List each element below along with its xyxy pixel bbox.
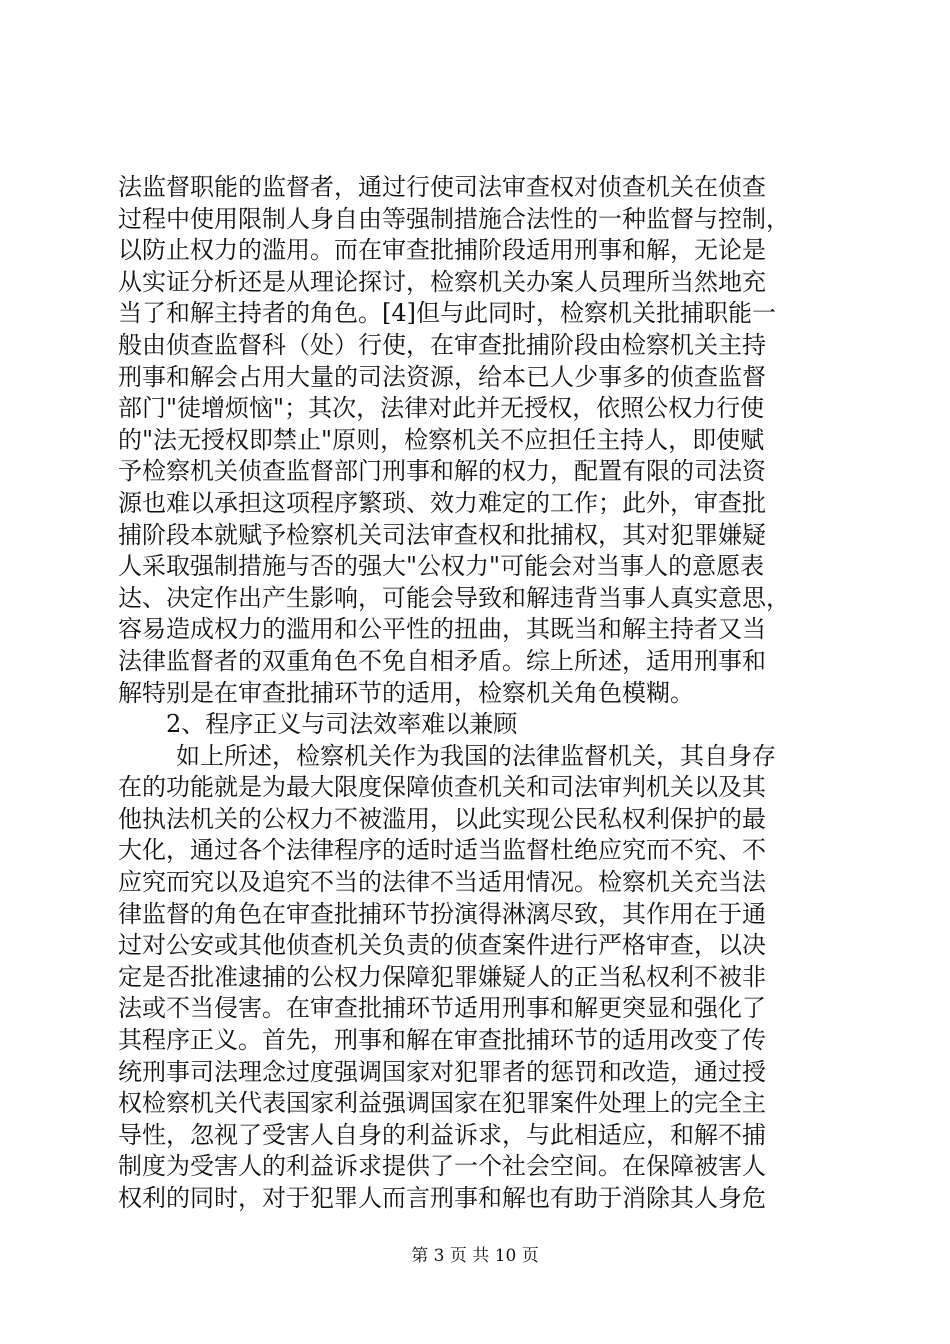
text-line: 律监督的角色在审查批捕环节扮演得淋漓尽致，其作用在于通 [118, 899, 766, 928]
text-line: 当了和解主持者的角色。[4]但与此同时，检察机关批捕职能一 [118, 299, 776, 328]
text-line: 法监督职能的监督者，通过行使司法审查权对侦查机关在侦查 [118, 173, 766, 201]
text-line: 达、决定作出产生影响，可能会导致和解违背当事人真实意思， [118, 583, 790, 612]
text-line: 般由侦查监督科（处）行使，在审查批捕阶段由检察机关主持 [118, 330, 766, 359]
text-line: 解特别是在审查批捕环节的适用，检察机关角色模糊。 [118, 678, 694, 707]
text-line: 源也难以承担这项程序繁琐、效力难定的工作；此外，审查批 [118, 488, 766, 517]
text-line: 以防止权力的滥用。而在审查批捕阶段适用刑事和解，无论是 [118, 236, 766, 265]
text-line: 法律监督者的双重角色不免自相矛盾。综上所述，适用刑事和 [118, 646, 766, 675]
text-line: 大化，通过各个法律程序的适时适当监督杜绝应究而不究、不 [118, 836, 766, 865]
text-line: 权检察机关代表国家利益强调国家在犯罪案件处理上的完全主 [118, 1089, 766, 1118]
text-line: 从实证分析还是从理论探讨，检察机关办案人员理所当然地充 [118, 267, 766, 296]
text-line: 予检察机关侦查监督部门刑事和解的权力，配置有限的司法资 [118, 457, 766, 486]
text-line: 刑事和解会占用大量的司法资源，给本已人少事多的侦查监督 [118, 362, 766, 391]
text-line: 容易造成权力的滥用和公平性的扭曲，其既当和解主持者又当 [118, 615, 766, 644]
text-line: 权利的同时，对于犯罪人而言刑事和解也有助于消除其人身危 [118, 1184, 766, 1212]
page-number-footer: 第 3 页 共 10 页 [411, 1246, 539, 1266]
text-line: 定是否批准逮捕的公权力保障犯罪嫌疑人的正当私权利不被非 [118, 962, 766, 991]
text-line: 过程中使用限制人身自由等强制措施合法性的一种监督与控制， [118, 204, 790, 233]
body-text [118, 172, 830, 1215]
text-line: 导性，忽视了受害人自身的利益诉求，与此相适应，和解不捕 [118, 1120, 766, 1149]
text-line: 其程序正义。首先，刑事和解在审查批捕环节的适用改变了传 [118, 1026, 766, 1055]
text-line: 统刑事司法理念过度强调国家对犯罪者的惩罚和改造，通过授 [118, 1057, 766, 1086]
text-line: 应究而究以及追究不当的法律不当适用情况。检察机关充当法 [118, 868, 766, 897]
text-line: 过对公安或其他侦查机关负责的侦查案件进行严格审查，以决 [118, 931, 766, 960]
text-line: 的"法无授权即禁止"原则，检察机关不应担任主持人，即使赋 [118, 425, 765, 454]
text-line: 在的功能就是为最大限度保障侦查机关和司法审判机关以及其 [118, 773, 766, 802]
text-line: 制度为受害人的利益诉求提供了一个社会空间。在保障被害人 [118, 1152, 766, 1181]
text-line: 他执法机关的公权力不被滥用，以此实现公民私权利保护的最 [118, 804, 766, 833]
section-heading: 2、程序正义与司法效率难以兼顾 [166, 710, 518, 739]
text-line: 如上所述，检察机关作为我国的法律监督机关，其自身存 [176, 741, 776, 770]
text-line: 人采取强制措施与否的强大"公权力"可能会对当事人的意愿表 [118, 552, 765, 581]
text-line: 法或不当侵害。在审查批捕环节适用刑事和解更突显和强化了 [118, 994, 766, 1023]
text-line: 部门"徒增烦恼"；其次，法律对此并无授权，依照公权力行使 [118, 394, 765, 423]
text-line: 捕阶段本就赋予检察机关司法审查权和批捕权，其对犯罪嫌疑 [118, 520, 766, 549]
